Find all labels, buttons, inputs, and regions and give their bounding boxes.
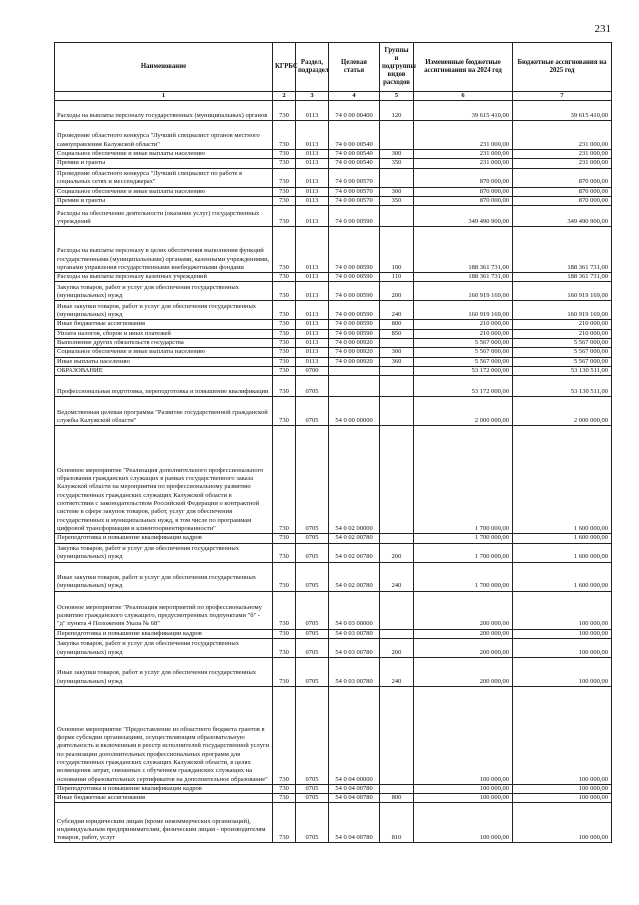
row-kgrbs: 730	[273, 227, 296, 273]
header-target-article: Целевая статья	[329, 43, 380, 92]
row-target-article: 74 0 00 00540	[329, 159, 380, 168]
row-kgrbs: 730	[273, 366, 296, 375]
row-target-article: 74 0 00 00570	[329, 187, 380, 196]
row-amount-2025: 2 000 000,00	[513, 397, 612, 426]
row-kgrbs: 730	[273, 562, 296, 591]
table-row	[55, 543, 612, 562]
row-razdel: 0705	[296, 629, 329, 638]
row-amount-2024: 1 700 000,00	[414, 534, 513, 543]
row-target-article: 74 0 00 00590	[329, 273, 380, 282]
row-amount-2025: 231 000,00	[513, 150, 612, 159]
table-row	[55, 150, 612, 159]
row-amount-2025: 231 000,00	[513, 121, 612, 150]
header-2025: Бюджетные ассигнования на 2025 год	[513, 43, 612, 92]
row-amount-2024: 200 000,00	[414, 657, 513, 686]
row-amount-2024: 1 700 000,00	[414, 543, 513, 562]
row-amount-2025: 210 000,00	[513, 329, 612, 338]
row-amount-2024: 1 700 000,00	[414, 426, 513, 534]
row-razdel: 0705	[296, 686, 329, 784]
row-name: Закупка товаров, работ и услуг для обеспечения государственных (муниципальных) нужд	[55, 638, 273, 657]
row-name: Уплата налогов, сборов и иных платежей	[55, 329, 273, 338]
row-amount-2024: 231 000,00	[414, 121, 513, 150]
row-kgrbs: 730	[273, 638, 296, 657]
row-name: Профессиональная подготовка, переподготовка и повышение квалификации	[55, 376, 273, 397]
table-row	[55, 657, 612, 686]
row-kgrbs: 730	[273, 159, 296, 168]
table-row	[55, 638, 612, 657]
table-row	[55, 121, 612, 150]
row-amount-2024: 53 172 000,00	[414, 376, 513, 397]
row-razdel: 0113	[296, 206, 329, 227]
row-kgrbs: 730	[273, 121, 296, 150]
row-amount-2024: 231 000,00	[414, 150, 513, 159]
row-razdel: 0113	[296, 196, 329, 205]
table-row	[55, 101, 612, 121]
row-razdel: 0113	[296, 150, 329, 159]
row-expense-group: 120	[380, 101, 414, 121]
row-amount-2025: 5 567 000,00	[513, 357, 612, 366]
row-expense-group	[380, 339, 414, 348]
row-expense-group: 300	[380, 150, 414, 159]
table-row	[55, 301, 612, 320]
row-name: Закупка товаров, работ и услуг для обеспечения государственных (муниципальных) нужд	[55, 282, 273, 301]
row-kgrbs: 730	[273, 426, 296, 534]
row-amount-2024: 188 361 731,00	[414, 273, 513, 282]
header-name: Наименование	[55, 43, 273, 92]
row-expense-group	[380, 629, 414, 638]
row-kgrbs: 730	[273, 686, 296, 784]
row-name: Субсидии юридическим лицам (кроме некоммерческих организаций), индивидуальным предпринимателям, физическим лицам - производителям товаров, работ, услуг	[55, 803, 273, 843]
row-amount-2025: 188 361 731,00	[513, 273, 612, 282]
row-amount-2024: 100 000,00	[414, 784, 513, 793]
row-name: Социальное обеспечение и иные выплаты населению	[55, 348, 273, 357]
row-kgrbs: 730	[273, 784, 296, 793]
row-name: Основное мероприятие "Предоставление из областного бюджета грантов в форме субсидии организациям, осуществляющим образовательную деятельность и включенным в реестр исполнителей государственной услуги по реализации дополнительных профессиональных программ для государственных гражданских служащих Калужской области, в целях возмещения затрат, связанных с обучением гражданских служащих на основании образовательных сертификатов на дополнительное образование"	[55, 686, 273, 784]
row-razdel: 0113	[296, 273, 329, 282]
row-kgrbs: 730	[273, 357, 296, 366]
row-razdel: 0705	[296, 591, 329, 629]
row-amount-2025: 100 000,00	[513, 803, 612, 843]
row-amount-2025: 5 567 000,00	[513, 348, 612, 357]
row-amount-2024: 160 919 169,00	[414, 282, 513, 301]
row-target-article: 54 0 04 00780	[329, 803, 380, 843]
row-expense-group	[380, 784, 414, 793]
column-number: 3	[296, 92, 329, 101]
row-target-article: 54 0 02 00780	[329, 543, 380, 562]
row-kgrbs: 730	[273, 282, 296, 301]
row-expense-group: 350	[380, 196, 414, 205]
row-name: Проведение областного конкурса "Лучший специалист по работе в социальных сетях и мессенджерах"	[55, 168, 273, 187]
row-kgrbs: 730	[273, 168, 296, 187]
row-amount-2024: 5 567 000,00	[414, 339, 513, 348]
row-amount-2024: 349 490 900,00	[414, 206, 513, 227]
row-razdel: 0705	[296, 534, 329, 543]
row-razdel: 0113	[296, 301, 329, 320]
page-number: 231	[594, 23, 611, 35]
row-target-article: 54 0 04 00780	[329, 794, 380, 803]
column-number: 1	[55, 92, 273, 101]
row-razdel: 0113	[296, 282, 329, 301]
row-kgrbs: 730	[273, 206, 296, 227]
table-row	[55, 168, 612, 187]
row-expense-group	[380, 206, 414, 227]
row-expense-group: 200	[380, 638, 414, 657]
row-amount-2024: 231 000,00	[414, 159, 513, 168]
row-razdel: 0113	[296, 227, 329, 273]
table-body	[55, 101, 612, 843]
row-target-article: 74 0 00 00540	[329, 121, 380, 150]
row-expense-group	[380, 426, 414, 534]
row-kgrbs: 730	[273, 101, 296, 121]
row-amount-2024: 200 000,00	[414, 638, 513, 657]
row-amount-2025: 100 000,00	[513, 638, 612, 657]
row-name: Иные выплаты населению	[55, 357, 273, 366]
row-kgrbs: 730	[273, 803, 296, 843]
table-row	[55, 794, 612, 803]
column-number-row	[55, 92, 612, 101]
row-target-article: 74 0 00 00540	[329, 150, 380, 159]
row-name: Ведомственная целевая программа "Развитие государственной гражданской службы Калужской области"	[55, 397, 273, 426]
row-expense-group	[380, 591, 414, 629]
row-expense-group: 240	[380, 562, 414, 591]
row-target-article: 74 0 00 00920	[329, 348, 380, 357]
row-amount-2024: 160 919 169,00	[414, 301, 513, 320]
row-razdel: 0700	[296, 366, 329, 375]
row-razdel: 0705	[296, 784, 329, 793]
row-kgrbs: 730	[273, 301, 296, 320]
row-razdel: 0113	[296, 348, 329, 357]
row-expense-group: 200	[380, 543, 414, 562]
row-kgrbs: 730	[273, 273, 296, 282]
table-row	[55, 426, 612, 534]
row-kgrbs: 730	[273, 657, 296, 686]
row-razdel: 0705	[296, 794, 329, 803]
row-amount-2024: 5 567 000,00	[414, 357, 513, 366]
row-amount-2025: 100 000,00	[513, 784, 612, 793]
table-row	[55, 187, 612, 196]
table-row	[55, 629, 612, 638]
table-row	[55, 376, 612, 397]
row-expense-group: 300	[380, 348, 414, 357]
row-amount-2025: 870 000,00	[513, 168, 612, 187]
row-expense-group: 850	[380, 329, 414, 338]
row-razdel: 0705	[296, 426, 329, 534]
row-amount-2024: 188 361 731,00	[414, 227, 513, 273]
row-amount-2025: 160 919 169,00	[513, 301, 612, 320]
row-name: ОБРАЗОВАНИЕ	[55, 366, 273, 375]
column-number: 5	[380, 92, 414, 101]
header-row	[55, 43, 612, 92]
row-amount-2025: 53 130 511,00	[513, 366, 612, 375]
header-2024: Измененные бюджетные ассигнования на 2024 год	[414, 43, 513, 92]
row-name: Основное мероприятие "Реализация мероприятий по профессиональному развитию гражданского служащего, предусмотренных подпунктами "б" - "д" пункта 4 Положения Указа № 68"	[55, 591, 273, 629]
row-expense-group: 240	[380, 657, 414, 686]
row-name: Иные закупки товаров, работ и услуг для обеспечения государственных (муниципальных) нужд	[55, 301, 273, 320]
row-amount-2025: 870 000,00	[513, 187, 612, 196]
row-name: Социальное обеспечение и иные выплаты населению	[55, 150, 273, 159]
column-number: 4	[329, 92, 380, 101]
row-amount-2025: 100 000,00	[513, 657, 612, 686]
row-target-article: 74 0 00 00590	[329, 320, 380, 329]
row-kgrbs: 730	[273, 376, 296, 397]
row-expense-group: 100	[380, 227, 414, 273]
row-target-article: 54 0 00 00000	[329, 397, 380, 426]
row-amount-2024: 1 700 000,00	[414, 562, 513, 591]
budget-table	[54, 42, 612, 843]
header-expense-group: Группы и подгруппы видов расходов	[380, 43, 414, 92]
row-name: Социальное обеспечение и иные выплаты населению	[55, 187, 273, 196]
table-row	[55, 329, 612, 338]
row-target-article: 54 0 02 00780	[329, 534, 380, 543]
row-target-article: 74 0 00 00590	[329, 227, 380, 273]
row-amount-2024: 870 000,00	[414, 168, 513, 187]
row-name: Премии и гранты	[55, 159, 273, 168]
row-amount-2025: 188 361 731,00	[513, 227, 612, 273]
row-target-article: 74 0 00 00570	[329, 168, 380, 187]
table-row	[55, 196, 612, 205]
row-expense-group: 300	[380, 187, 414, 196]
row-razdel: 0113	[296, 320, 329, 329]
row-expense-group	[380, 168, 414, 187]
row-razdel: 0705	[296, 803, 329, 843]
header-razdel: Раздел, подраздел	[296, 43, 329, 92]
row-expense-group: 360	[380, 357, 414, 366]
row-razdel: 0705	[296, 376, 329, 397]
table-row	[55, 227, 612, 273]
row-target-article: 54 0 03 00780	[329, 629, 380, 638]
row-expense-group: 800	[380, 320, 414, 329]
row-name: Переподготовка и повышение квалификации кадров	[55, 629, 273, 638]
row-amount-2025: 1 600 000,00	[513, 543, 612, 562]
row-amount-2024: 2 000 000,00	[414, 397, 513, 426]
column-number: 7	[513, 92, 612, 101]
row-target-article: 74 0 00 00590	[329, 206, 380, 227]
row-amount-2025: 870 000,00	[513, 196, 612, 205]
row-razdel: 0113	[296, 168, 329, 187]
row-amount-2025: 210 000,00	[513, 320, 612, 329]
row-amount-2025: 100 000,00	[513, 629, 612, 638]
row-kgrbs: 730	[273, 591, 296, 629]
table-row	[55, 206, 612, 227]
table-row	[55, 562, 612, 591]
row-target-article: 54 0 04 00780	[329, 784, 380, 793]
row-razdel: 0113	[296, 329, 329, 338]
row-amount-2025: 39 615 410,00	[513, 101, 612, 121]
row-name: Закупка товаров, работ и услуг для обеспечения государственных (муниципальных) нужд	[55, 543, 273, 562]
table-row	[55, 534, 612, 543]
row-razdel: 0113	[296, 101, 329, 121]
row-amount-2024: 100 000,00	[414, 686, 513, 784]
row-name: Переподготовка и повышение квалификации кадров	[55, 784, 273, 793]
row-expense-group: 810	[380, 803, 414, 843]
row-target-article: 54 0 04 00000	[329, 686, 380, 784]
row-amount-2025: 349 490 900,00	[513, 206, 612, 227]
row-kgrbs: 730	[273, 794, 296, 803]
table-row	[55, 357, 612, 366]
row-razdel: 0705	[296, 543, 329, 562]
row-name: Иные бюджетные ассигнования	[55, 320, 273, 329]
table-row	[55, 159, 612, 168]
row-razdel: 0705	[296, 397, 329, 426]
row-razdel: 0113	[296, 339, 329, 348]
row-razdel: 0113	[296, 357, 329, 366]
row-amount-2025: 231 000,00	[513, 159, 612, 168]
column-number: 2	[273, 92, 296, 101]
row-target-article: 54 0 03 00780	[329, 657, 380, 686]
row-amount-2024: 870 000,00	[414, 187, 513, 196]
row-target-article	[329, 376, 380, 397]
row-razdel: 0113	[296, 187, 329, 196]
row-amount-2024: 53 172 000,00	[414, 366, 513, 375]
row-amount-2024: 200 000,00	[414, 591, 513, 629]
row-amount-2025: 100 000,00	[513, 591, 612, 629]
row-amount-2024: 5 567 000,00	[414, 348, 513, 357]
row-amount-2024: 210 000,00	[414, 320, 513, 329]
row-razdel: 0705	[296, 657, 329, 686]
row-kgrbs: 730	[273, 339, 296, 348]
row-amount-2024: 100 000,00	[414, 794, 513, 803]
row-kgrbs: 730	[273, 320, 296, 329]
row-amount-2024: 100 000,00	[414, 803, 513, 843]
row-amount-2024: 870 000,00	[414, 196, 513, 205]
row-kgrbs: 730	[273, 329, 296, 338]
row-expense-group	[380, 376, 414, 397]
row-amount-2025: 100 000,00	[513, 686, 612, 784]
row-kgrbs: 730	[273, 629, 296, 638]
row-expense-group	[380, 534, 414, 543]
row-target-article: 74 0 00 00590	[329, 282, 380, 301]
row-expense-group	[380, 397, 414, 426]
row-name: Проведение областного конкурса "Лучший специалист органов местного самоуправления Калужской области"	[55, 121, 273, 150]
row-name: Иные закупки товаров, работ и услуг для обеспечения государственных (муниципальных) нужд	[55, 657, 273, 686]
table-row	[55, 397, 612, 426]
table-row	[55, 320, 612, 329]
row-kgrbs: 730	[273, 534, 296, 543]
row-target-article: 74 0 00 00590	[329, 329, 380, 338]
table-row	[55, 686, 612, 784]
row-target-article: 54 0 03 00780	[329, 638, 380, 657]
row-amount-2025: 53 130 511,00	[513, 376, 612, 397]
header-kgrbs: КГРБС	[273, 43, 296, 92]
row-target-article: 74 0 00 00570	[329, 196, 380, 205]
row-kgrbs: 730	[273, 348, 296, 357]
row-name: Расходы на обеспечение деятельности (оказание услуг) государственных учреждений	[55, 206, 273, 227]
row-target-article: 74 0 00 00400	[329, 101, 380, 121]
row-name: Иные бюджетные ассигнования	[55, 794, 273, 803]
row-expense-group: 200	[380, 282, 414, 301]
row-target-article	[329, 366, 380, 375]
row-name: Расходы на выплаты персоналу в целях обеспечения выполнения функций государственными (муниципальными) органами, казенными учреждениями, органами управления государственными внебюджетными фондами	[55, 227, 273, 273]
row-kgrbs: 730	[273, 543, 296, 562]
column-number: 6	[414, 92, 513, 101]
row-expense-group	[380, 121, 414, 150]
row-expense-group: 350	[380, 159, 414, 168]
row-expense-group: 240	[380, 301, 414, 320]
row-target-article: 74 0 00 00920	[329, 357, 380, 366]
row-amount-2025: 1 600 000,00	[513, 562, 612, 591]
table-row	[55, 339, 612, 348]
row-name: Переподготовка и повышение квалификации кадров	[55, 534, 273, 543]
row-razdel: 0113	[296, 159, 329, 168]
table-row	[55, 591, 612, 629]
table-row	[55, 366, 612, 375]
row-name: Иные закупки товаров, работ и услуг для обеспечения государственных (муниципальных) нужд	[55, 562, 273, 591]
row-razdel: 0705	[296, 638, 329, 657]
row-target-article: 54 0 02 00000	[329, 426, 380, 534]
row-kgrbs: 730	[273, 187, 296, 196]
row-amount-2024: 39 615 410,00	[414, 101, 513, 121]
row-amount-2024: 200 000,00	[414, 629, 513, 638]
table-row	[55, 348, 612, 357]
row-kgrbs: 730	[273, 397, 296, 426]
table-row	[55, 273, 612, 282]
table-row	[55, 282, 612, 301]
table-row	[55, 784, 612, 793]
row-amount-2024: 210 000,00	[414, 329, 513, 338]
row-amount-2025: 5 567 000,00	[513, 339, 612, 348]
row-razdel: 0705	[296, 562, 329, 591]
row-name: Расходы на выплаты персоналу государственных (муниципальных) органов	[55, 101, 273, 121]
row-expense-group	[380, 366, 414, 375]
table-row	[55, 803, 612, 843]
row-name: Выполнение других обязательств государства	[55, 339, 273, 348]
row-target-article: 54 0 03 00000	[329, 591, 380, 629]
row-amount-2025: 100 000,00	[513, 794, 612, 803]
row-amount-2025: 1 600 000,00	[513, 534, 612, 543]
row-amount-2025: 160 919 169,00	[513, 282, 612, 301]
row-expense-group: 110	[380, 273, 414, 282]
row-kgrbs: 730	[273, 196, 296, 205]
row-amount-2025: 1 600 000,00	[513, 426, 612, 534]
row-expense-group	[380, 686, 414, 784]
row-expense-group: 800	[380, 794, 414, 803]
row-target-article: 74 0 00 00590	[329, 301, 380, 320]
row-target-article: 74 0 00 00920	[329, 339, 380, 348]
row-kgrbs: 730	[273, 150, 296, 159]
row-name: Основное мероприятие "Реализация дополнительного профессионального образования гражданских служащих в рамках государственного заказа Калужской области на мероприятия по профессиональному развитию государственных гражданских служащих Калужской области в соответствии с законодательством Российской Федерации о контрактной системе в сфере закупок товаров, работ, услуг для обеспечения государственных и муниципальных нужд, в том числе по программам цифровой трансформации и клиентоориентированности"	[55, 426, 273, 534]
row-name: Премии и гранты	[55, 196, 273, 205]
row-target-article: 54 0 02 00780	[329, 562, 380, 591]
row-razdel: 0113	[296, 121, 329, 150]
row-name: Расходы на выплаты персоналу казенных учреждений	[55, 273, 273, 282]
